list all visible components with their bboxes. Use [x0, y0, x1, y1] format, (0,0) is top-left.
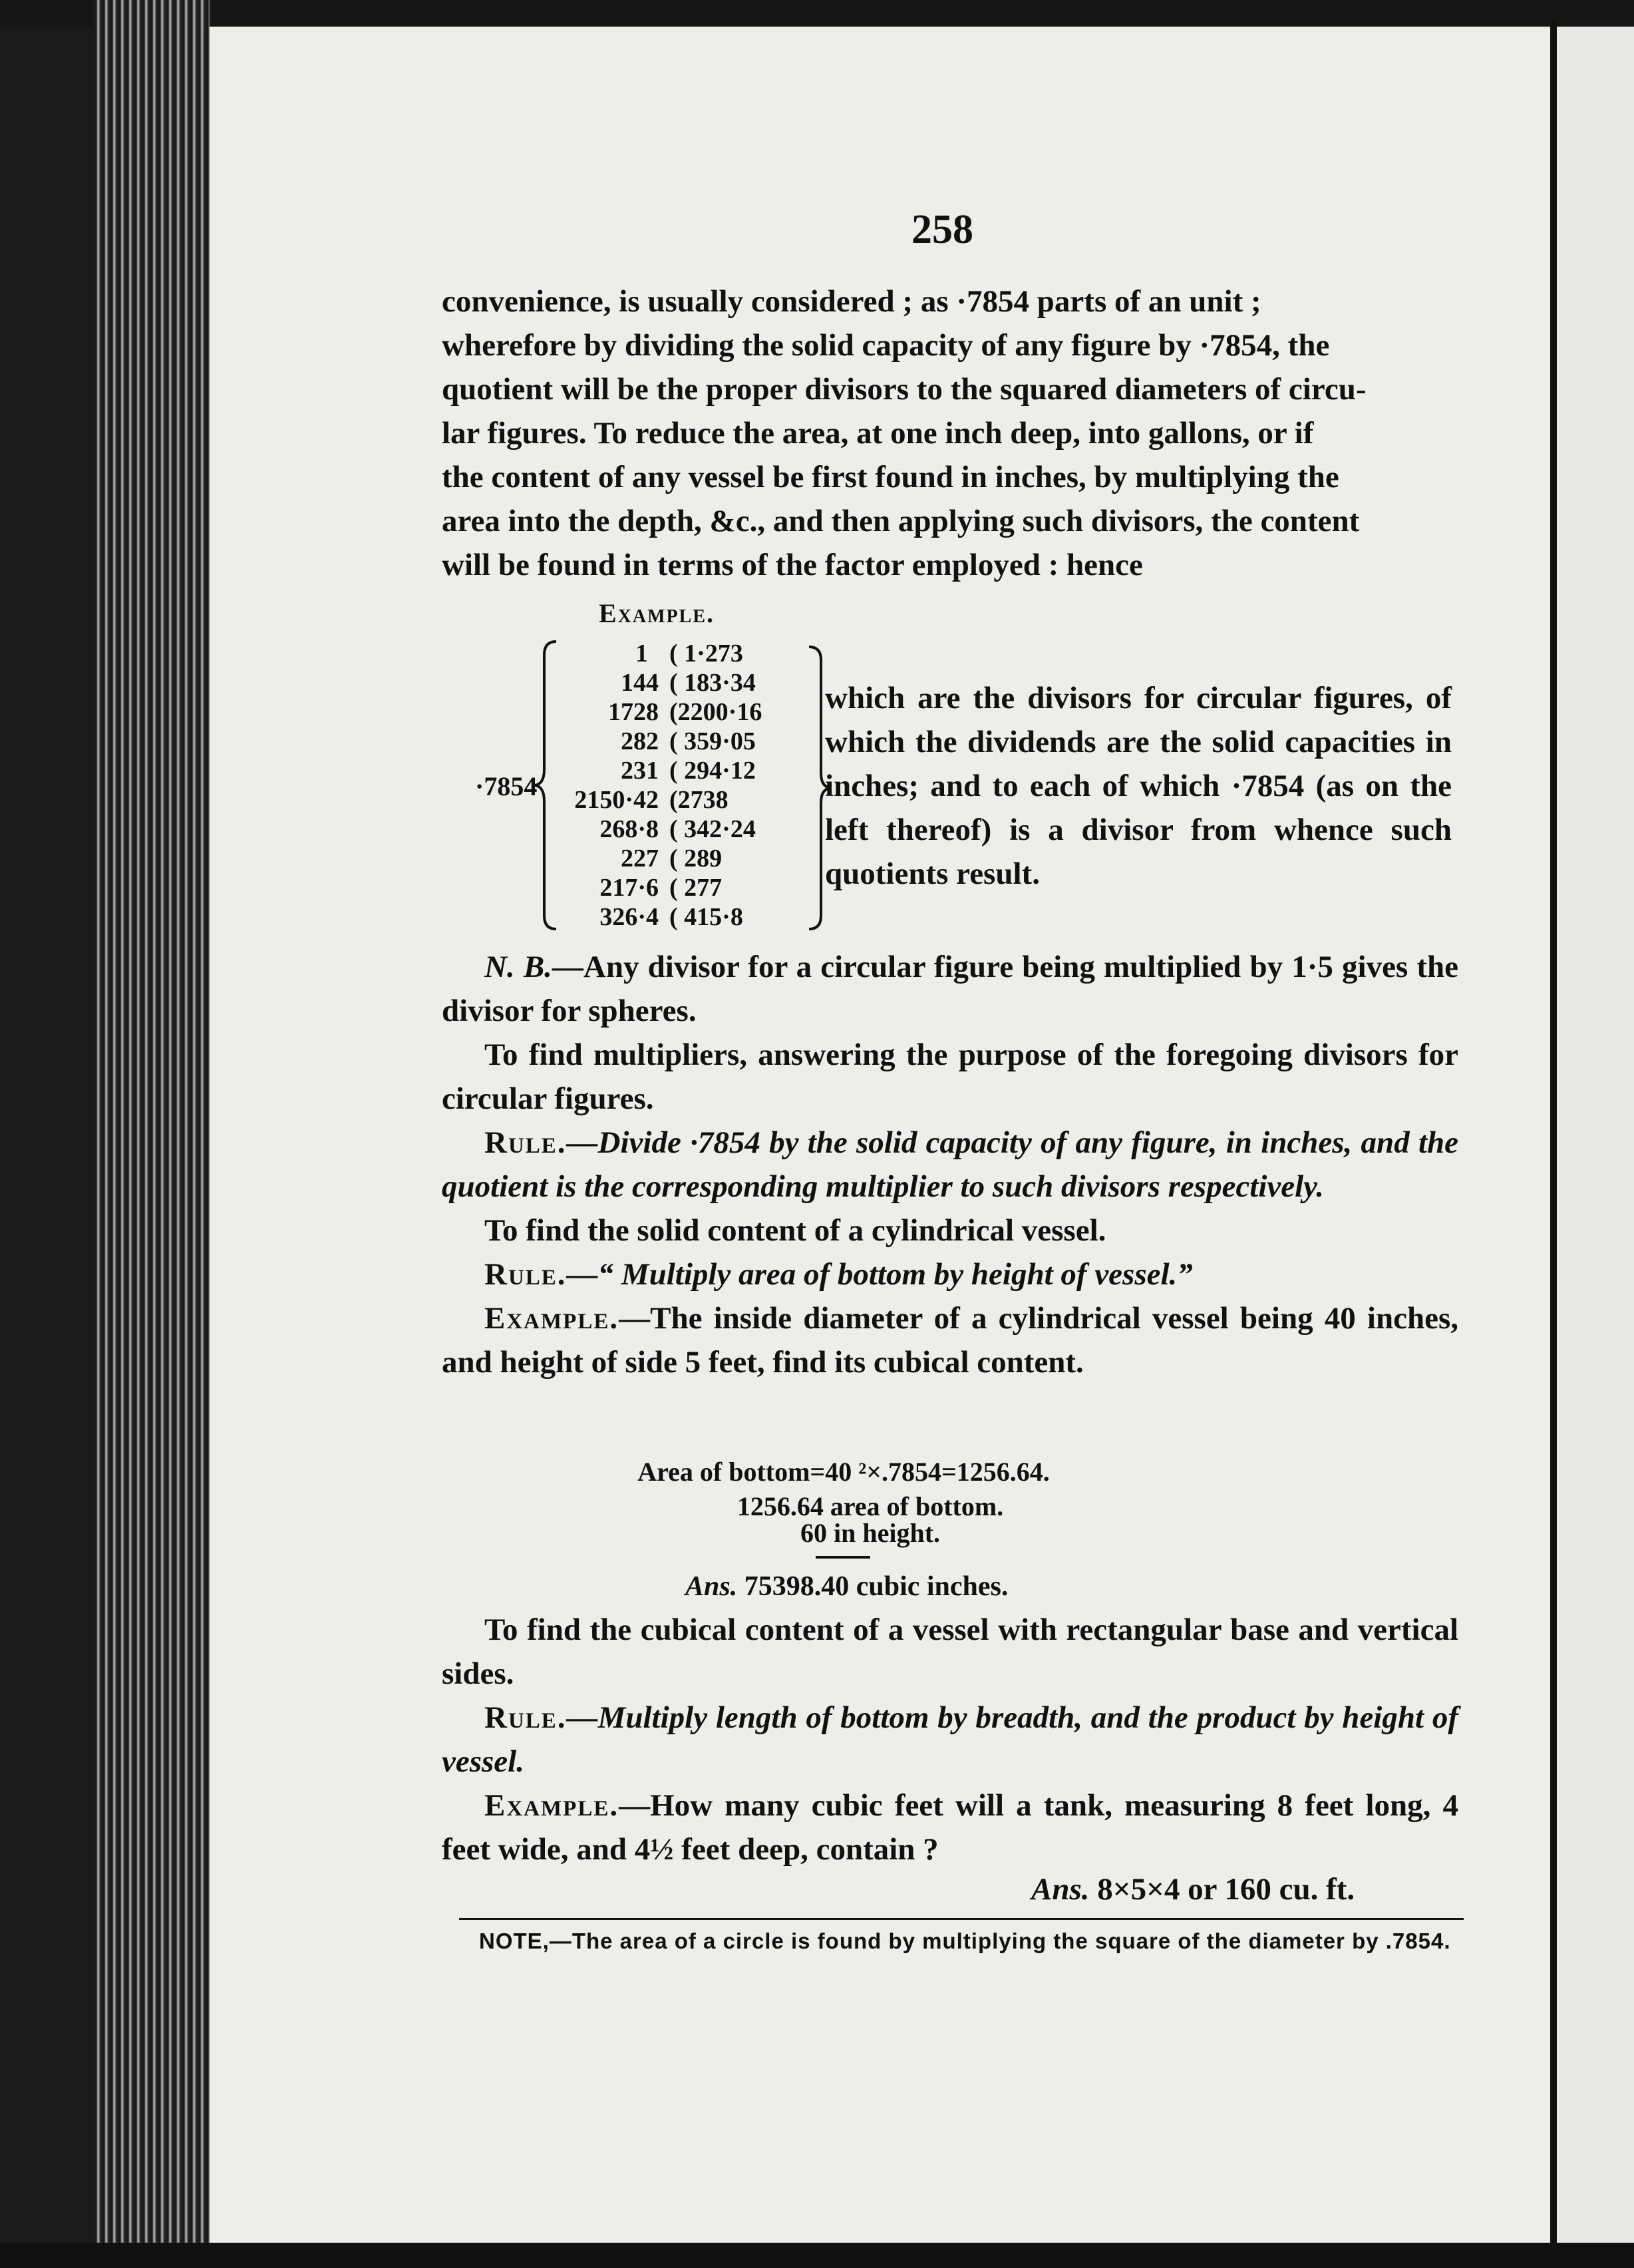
calc-line-2: 1256.64 area of bottom.: [736, 1491, 1004, 1521]
intro-line: will be found in terms of the factor employed : hence: [442, 548, 1143, 582]
quotient-cell: ( 359·05: [669, 727, 756, 755]
example-heading: Example.: [599, 598, 715, 628]
quotient-column: [669, 639, 802, 932]
calc-line-1: Area of bottom=40 ²×.7854=1256.64.: [637, 1457, 1050, 1487]
page-number: 258: [911, 207, 973, 252]
rule-label: Rule.: [484, 1700, 567, 1735]
calc-rule-line: [816, 1556, 870, 1559]
body-text-2: [442, 1608, 1458, 1871]
nb-label: N. B.: [484, 950, 552, 984]
quotient-cell: ( 342·24: [669, 815, 756, 843]
dividend-cell: 1728: [608, 698, 659, 726]
example-label: Example.: [484, 1301, 619, 1336]
answer-label: Ans.: [1031, 1872, 1090, 1907]
intro-line: lar figures. To reduce the area, at one inch deep, into gallons, or if: [442, 416, 1314, 451]
dividend-column: [559, 639, 659, 932]
rule-label: Rule.: [484, 1125, 567, 1160]
page-edges: [93, 0, 210, 2268]
rule-text: —Multiply length of bottom by breadth, and the product by height of vessel.: [442, 1700, 1458, 1779]
answer-value: 8×5×4 or 160 cu. ft.: [1097, 1872, 1355, 1907]
example-label: Example.: [484, 1788, 619, 1823]
quotient-cell: ( 277: [669, 874, 723, 902]
intro-line: area into the depth, &c., and then applying such divisors, the content: [442, 504, 1360, 538]
rule-rect: [442, 1696, 1458, 1784]
scan-top-border: [0, 0, 1634, 28]
cylinder-intro: To find the solid content of a cylindrical vessel.: [484, 1213, 1106, 1248]
rule-multiply: [442, 1252, 1458, 1296]
dividend-cell: 144: [621, 669, 659, 697]
example-text: —How many cubic feet will a tank, measuring 8 feet long, 4 feet wide, and 4½ feet deep, contain ?: [442, 1788, 1458, 1867]
dividend-cell: 2150·42: [574, 786, 659, 814]
quotient-cell: ( 289: [669, 845, 723, 872]
left-brace-icon: [532, 639, 559, 932]
quotient-cell: (2200·16: [669, 698, 762, 726]
calc-line-3: 60 in height.: [800, 1518, 941, 1548]
quotient-cell: (2738: [669, 786, 729, 814]
example-side-text: which are the divisors for circular figures, of which the dividends are the solid capacities in inches; and to each of which ·7854 (as on the left thereof) is a divisor from whence such quotients result.: [825, 681, 1452, 891]
quotient-cell: ( 183·34: [669, 669, 756, 697]
intro-paragraph: [442, 280, 1458, 587]
rule-text: —Divide ·7854 by the solid capacity of any figure, in inches, and the quotient is the corresponding multiplier to such divisors respectively.: [442, 1125, 1458, 1204]
footnote-rule: [459, 1918, 1464, 1920]
dividend-cell: 227: [621, 845, 659, 872]
nb-text: —Any divisor for a circular figure being multiplied by 1·5 gives the divisor for spheres.: [442, 950, 1458, 1028]
quotient-cell: ( 294·12: [669, 757, 756, 785]
facing-page-edge: [1554, 27, 1634, 2243]
dividend-cell: 231: [621, 757, 659, 785]
example-cylinder: [442, 1296, 1458, 1384]
example-text: —The inside diameter of a cylindrical vessel being 40 inches, and height of side 5 feet, find its cubical content.: [442, 1301, 1458, 1380]
intro-line: convenience, is usually considered ; as ·7854 parts of an unit ;: [442, 284, 1261, 319]
quotient-cell: ( 415·8: [669, 903, 743, 931]
scan-bottom-border: [0, 2243, 1634, 2268]
multipliers-intro: To find multipliers, answering the purpose of the foregoing divisors for circular figures.: [442, 1038, 1458, 1116]
dividend-cell: 217·6: [599, 874, 659, 902]
tank-answer: [1031, 1871, 1355, 1907]
example-tank: [442, 1784, 1458, 1871]
dividend-cell: 1: [635, 640, 648, 667]
intro-line: wherefore by dividing the solid capacity of any figure by ·7854, the: [442, 328, 1330, 363]
intro-line: the content of any vessel be first found in inches, by multiplying the: [442, 460, 1339, 494]
rule-divide: [442, 1121, 1458, 1209]
divisor-label: ·7854: [475, 771, 538, 801]
rule-label: Rule.: [484, 1257, 567, 1292]
answer-value: 75398.40 cubic inches.: [744, 1571, 1009, 1602]
intro-line: quotient will be the proper divisors to the squared diameters of circu-: [442, 372, 1367, 407]
calc-answer: [685, 1571, 1008, 1603]
dividend-cell: 282: [621, 727, 659, 755]
dividend-cell: 326·4: [599, 903, 659, 931]
rect-intro: To find the cubical content of a vessel with rectangular base and vertical sides.: [442, 1612, 1458, 1691]
rule-text: —“ Multiply area of bottom by height of vessel.”: [566, 1257, 1193, 1292]
nb-paragraph: [442, 945, 1458, 1033]
answer-label: Ans.: [685, 1571, 738, 1602]
quotient-cell: ( 1·273: [669, 640, 743, 667]
body-text: [442, 945, 1458, 1384]
page-gutter-line: [1552, 20, 1557, 2243]
footnote: NOTE,—The area of a circle is found by multiplying the square of the diameter by .7854.: [479, 1929, 1451, 1953]
dividend-cell: 268·8: [599, 815, 659, 843]
